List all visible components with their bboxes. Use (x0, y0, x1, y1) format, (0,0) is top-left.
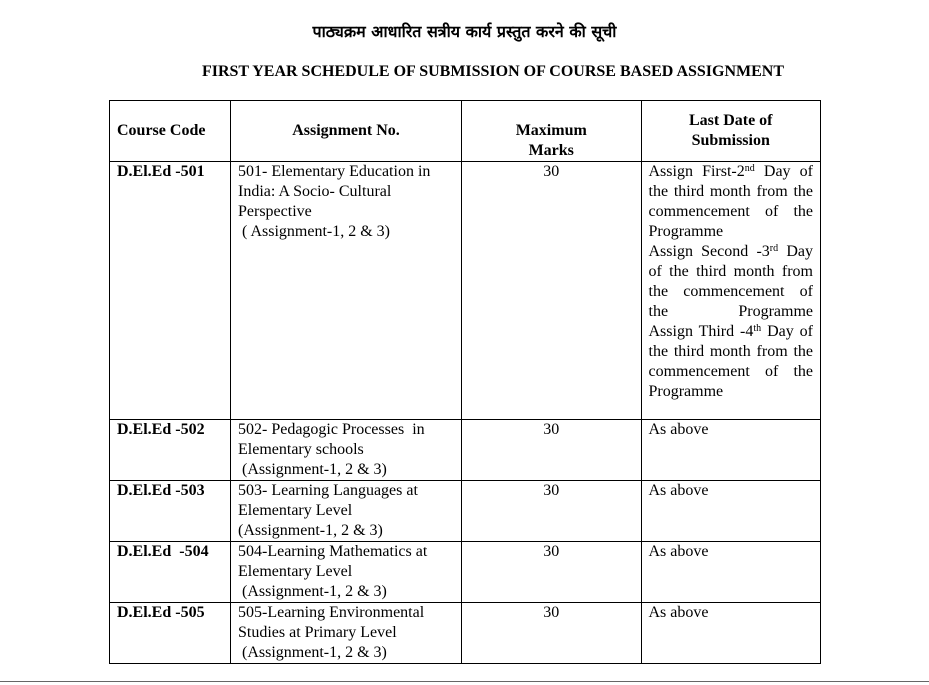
assignment-line: Perspective (238, 203, 312, 220)
marks-cell: 30 (462, 481, 642, 542)
assignment-cell (231, 603, 462, 664)
header-max-marks-line2: Marks (528, 142, 574, 159)
course-code-cell: D.El.Ed -503 (110, 481, 231, 542)
header-course-code: Course Code (110, 101, 231, 162)
header-assignment-no: Assignment No. (231, 101, 462, 162)
marks-cell: 30 (462, 542, 642, 603)
course-code-cell: D.El.Ed -502 (110, 420, 231, 481)
schedule-table (109, 100, 821, 664)
assignment-line: 501- Elementary Education in (238, 163, 431, 180)
last-date-cell: As above (641, 542, 821, 603)
header-last-date: Last Date of Submission (641, 101, 821, 162)
date-paragraph-first: Assign First-2nd Day of the third month from the commencement of the Programme (648, 163, 814, 240)
assignment-line: Elementary Level (238, 563, 353, 580)
assignment-line: Elementary Level (238, 502, 353, 519)
course-code-cell: D.El.Ed -501 (110, 162, 231, 420)
marks-cell: 30 (462, 162, 642, 420)
marks-cell: 30 (462, 420, 642, 481)
assignment-line: India: A Socio- Cultural (238, 183, 392, 200)
table-header-row (110, 101, 821, 162)
header-max-marks-line1: Maximum (515, 122, 587, 139)
course-code-cell: D.El.Ed -504 (110, 542, 231, 603)
last-date-cell: As above (641, 603, 821, 664)
assignment-line: 502- Pedagogic Processes in (238, 421, 425, 438)
table-row (110, 162, 821, 420)
assignment-cell (231, 542, 462, 603)
table-row (110, 420, 821, 481)
assignment-line: (Assignment-1, 2 & 3) (238, 461, 387, 478)
assignment-cell (231, 420, 462, 481)
assignment-line: 503- Learning Languages at (238, 482, 418, 499)
assignment-line: (Assignment-1, 2 & 3) (238, 644, 387, 661)
hindi-title: पाठ्यक्रम आधारित सत्रीय कार्य प्रस्तुत करने की सूची (312, 22, 617, 41)
assignment-cell (231, 481, 462, 542)
page-bottom-divider (0, 681, 929, 682)
last-date-cell (641, 162, 821, 420)
assignment-line: (Assignment-1, 2 & 3) (238, 583, 387, 600)
table-row (110, 481, 821, 542)
course-code-cell: D.El.Ed -505 (110, 603, 231, 664)
table-row (110, 603, 821, 664)
assignment-line: 504-Learning Mathematics at (238, 543, 428, 560)
assignment-line: Elementary schools (238, 441, 364, 458)
assignment-line: 505-Learning Environmental (238, 604, 425, 621)
table-row (110, 542, 821, 603)
assignment-line: (Assignment-1, 2 & 3) (238, 522, 383, 539)
assignment-cell (231, 162, 462, 420)
assignment-line: Studies at Primary Level (238, 624, 397, 641)
page-heading: FIRST YEAR SCHEDULE OF SUBMISSION OF COURSE BASED ASSIGNMENT (201, 63, 785, 80)
date-paragraph-third: Assign Third -4th Day of the third month from the commencement of the Programme (648, 323, 813, 400)
date-paragraph-second: Assign Second -3rd Day of the third month from the commencement of the Programme (648, 243, 813, 320)
last-date-cell: As above (641, 481, 821, 542)
marks-cell: 30 (462, 603, 642, 664)
header-max-marks (462, 101, 642, 162)
assignment-line: ( Assignment-1, 2 & 3) (238, 223, 390, 240)
last-date-cell: As above (641, 420, 821, 481)
